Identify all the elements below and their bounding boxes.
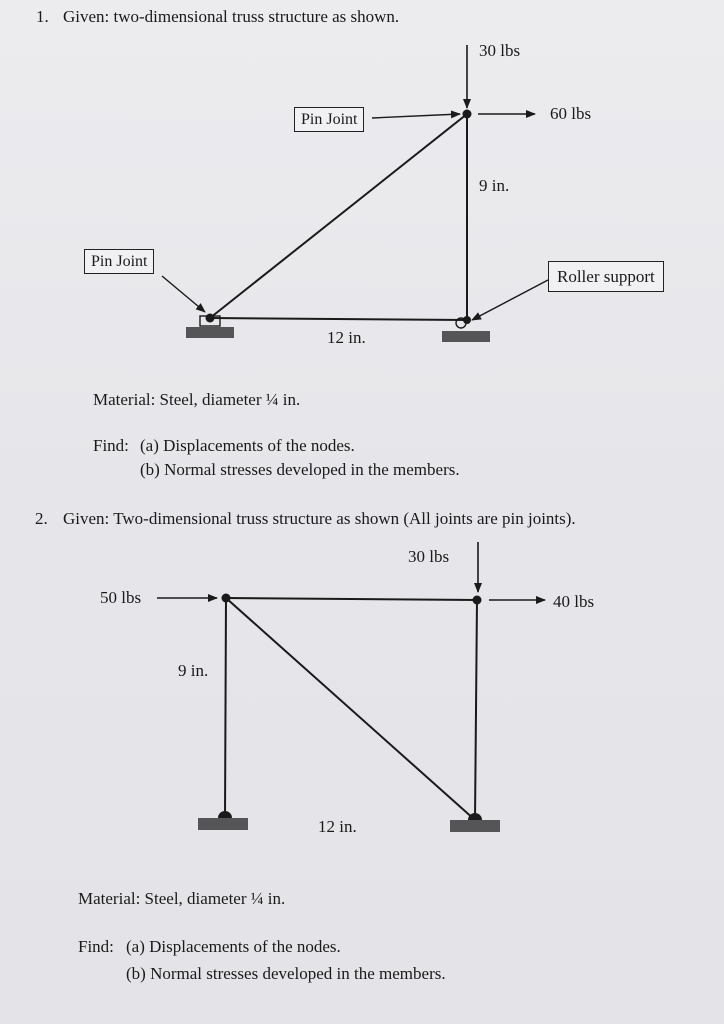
truss1-right-ground-block	[442, 331, 490, 342]
truss2-right-pin	[468, 813, 482, 820]
problem-1-find-label: Find:	[93, 436, 129, 455]
truss1-roller-support-label: Roller support	[548, 261, 664, 292]
truss2-right-ground-block	[450, 820, 500, 832]
truss2-load-left-label: 50 lbs	[100, 588, 142, 607]
problem-2-find-label: Find:	[78, 937, 114, 956]
truss1-height-label: 9 in.	[479, 176, 510, 195]
truss1-member-horizontal	[210, 318, 467, 320]
truss1-member-diagonal	[210, 114, 467, 318]
truss1-pin-joint-top-label: Pin Joint	[294, 107, 364, 132]
problem-1-given: Given: two-dimensional truss structure as shown.	[63, 7, 400, 26]
truss2-left-ground-block	[198, 818, 248, 830]
truss1-pin-joint-left-label: Pin Joint	[84, 249, 154, 274]
problem-1-material: Material: Steel, diameter ¼ in.	[93, 390, 301, 409]
truss1-node-right	[463, 316, 471, 324]
truss2-member-top	[226, 598, 477, 600]
truss2-member-left	[225, 598, 226, 818]
truss1-node-left	[206, 314, 215, 323]
truss2-member-right	[475, 600, 477, 820]
truss2-height-label: 9 in.	[178, 661, 209, 680]
problem-2-material: Material: Steel, diameter ¼ in.	[78, 889, 286, 908]
truss2-left-pin	[218, 811, 232, 818]
truss1-load-right-label: 60 lbs	[550, 104, 592, 123]
problem-2-given: Given: Two-dimensional truss structure as shown (All joints are pin joints).	[63, 509, 576, 528]
truss1-left-ground-block	[186, 327, 234, 338]
problem-2-number: 2.	[35, 509, 48, 528]
truss2-member-diagonal	[226, 598, 475, 820]
truss1-roller-leader	[472, 280, 548, 320]
truss1-pin-joint-top-leader	[372, 114, 460, 118]
truss2-node-top-left	[222, 594, 231, 603]
truss1-load-top-label: 30 lbs	[479, 41, 521, 60]
truss2-load-top-label: 30 lbs	[408, 547, 450, 566]
truss2-width-label: 12 in.	[318, 817, 357, 836]
truss2-node-top-right	[473, 596, 482, 605]
truss1-node-top	[463, 110, 472, 119]
truss1-pin-joint-left-leader	[162, 276, 205, 312]
problem-1-find-b: (b) Normal stresses developed in the members.	[140, 460, 460, 479]
problem-2-find-b: (b) Normal stresses developed in the members.	[126, 964, 446, 983]
problem-1-find-a: (a) Displacements of the nodes.	[140, 436, 355, 455]
truss2-load-right-label: 40 lbs	[553, 592, 595, 611]
problem-1-number: 1.	[36, 7, 49, 26]
problem-2-find-a: (a) Displacements of the nodes.	[126, 937, 341, 956]
truss1-width-label: 12 in.	[327, 328, 366, 347]
